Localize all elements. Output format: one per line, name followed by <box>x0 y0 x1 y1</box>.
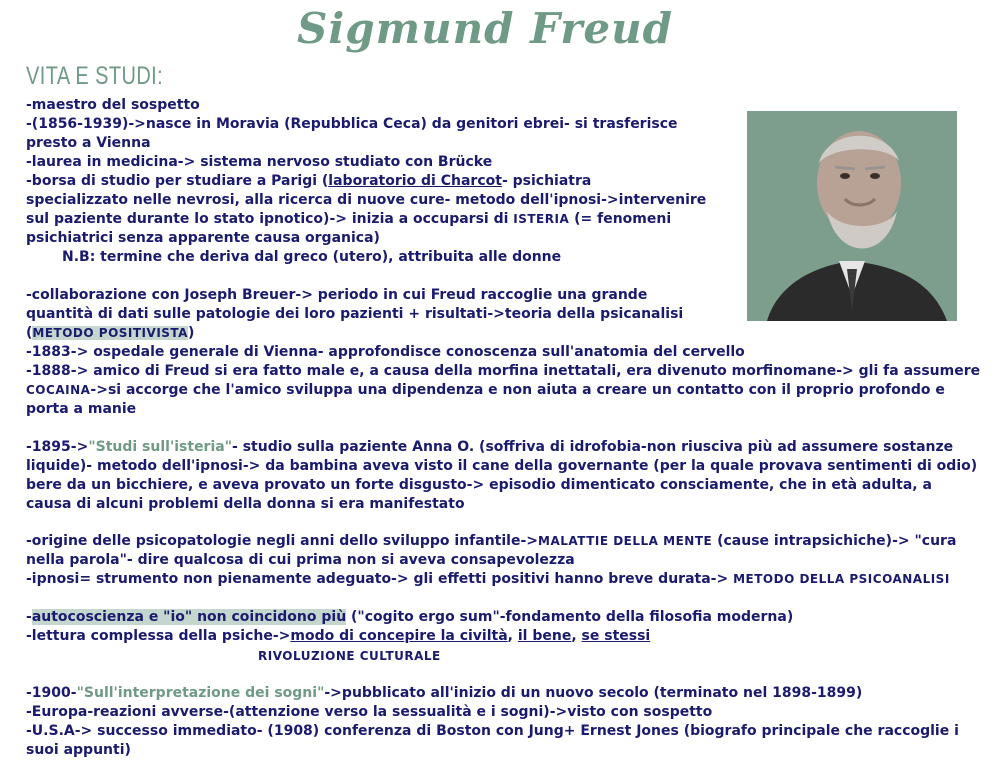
text-line: -ipnosi= strumento non pienamente adeguato-> gli effetti positivi hanno breve durata-> METODO DELLA PSICOANALISI <box>26 571 950 587</box>
text-line: -Europa-reazioni avverse-(attenzione verso la sessualità e i sogni)->visto con sospetto <box>26 704 713 720</box>
text-line: -1900-"Sull'interpretazione dei sogni"->pubblicato all'inizio di un nuovo secolo (terminato nel 1898-1899) <box>26 685 863 701</box>
text-line: causa di alcuni problemi della donna si era manifestato <box>26 496 465 512</box>
text-line: -maestro del sospetto <box>26 97 200 113</box>
text-line: -1895->"Studi sull'isteria"- studio sulla paziente Anna O. (soffriva di idrofobia-non riusciva più ad assumere sostanze <box>26 439 954 455</box>
portrait-photo <box>747 111 957 321</box>
page-title: Sigmund Freud <box>297 4 673 53</box>
portrait-image <box>747 111 957 321</box>
text-line: -(1856-1939)->nasce in Moravia (Repubblica Ceca) da genitori ebrei- si trasferisce <box>26 116 678 132</box>
section-heading: VITA E STUDI: <box>26 62 164 90</box>
text-line: -collaborazione con Joseph Breuer-> periodo in cui Freud raccoglie una grande <box>26 287 648 303</box>
text-line: -laurea in medicina-> sistema nervoso studiato con Brücke <box>26 154 493 170</box>
text-line: (METODO POSITIVISTA) <box>26 325 195 341</box>
text-line: bere da un bicchiere, e aveva provato un forte disgusto-> episodio dimenticato consciamente, che in età adulta, a <box>26 477 932 493</box>
text-line: liquide)- metodo dell'ipnosi-> da bambina aveva visto il cane della governante (per la quale provava sentimenti di odio) <box>26 458 978 474</box>
text-line: specializzato nelle nevrosi, alla ricerca di nuove cure- metodo dell'ipnosi->intervenire <box>26 192 707 208</box>
text-line: -lettura complessa della psiche->modo di concepire la civiltà, il bene, se stessi <box>26 628 651 644</box>
text-line: -origine delle psicopatologie negli anni dello sviluppo infantile->MALATTIE DELLA MENTE (cause intrapsichiche)-> "cura <box>26 533 957 549</box>
text-line: COCAINA->si accorge che l'amico sviluppa una dipendenza e non aiuta a creare un contatto con il proprio profondo e <box>26 382 945 398</box>
text-line: quantità di dati sulle patologie dei loro pazienti + risultati->teoria della psicanalisi <box>26 306 684 322</box>
text-line: N.B: termine che deriva dal greco (utero), attribuita alle donne <box>62 249 562 265</box>
text-line: porta a manie <box>26 401 137 417</box>
text-line: psichiatrici senza apparente causa organica) <box>26 230 380 246</box>
text-line: -1883-> ospedale generale di Vienna- approfondisce conoscenza sull'anatomia del cervello <box>26 344 745 360</box>
text-line: -1888-> amico di Freud si era fatto male e, a causa della morfina inettatali, era divenuto morfinomane-> gli fa assumere <box>26 363 981 379</box>
text-line: -U.S.A-> successo immediato- (1908) conferenza di Boston con Jung+ Ernest Jones (biografo principale che raccoglie i <box>26 723 959 739</box>
text-line: suoi appunti) <box>26 742 131 758</box>
text-line: nella parola"- dire qualcosa di cui prima non si aveva consapevolezza <box>26 552 575 568</box>
text-line: -autocoscienza e "io" non coincidono più ("cogito ergo sum"-fondamento della filosofia moderna) <box>26 609 794 625</box>
text-line: sul paziente durante lo stato ipnotico)-> inizia a occuparsi di ISTERIA (= fenomeni <box>26 211 672 227</box>
text-line: -borsa di studio per studiare a Parigi (laboratorio di Charcot- psichiatra <box>26 173 592 189</box>
text-line: presto a Vienna <box>26 135 151 151</box>
text-line: RIVOLUZIONE CULTURALE <box>258 649 441 663</box>
